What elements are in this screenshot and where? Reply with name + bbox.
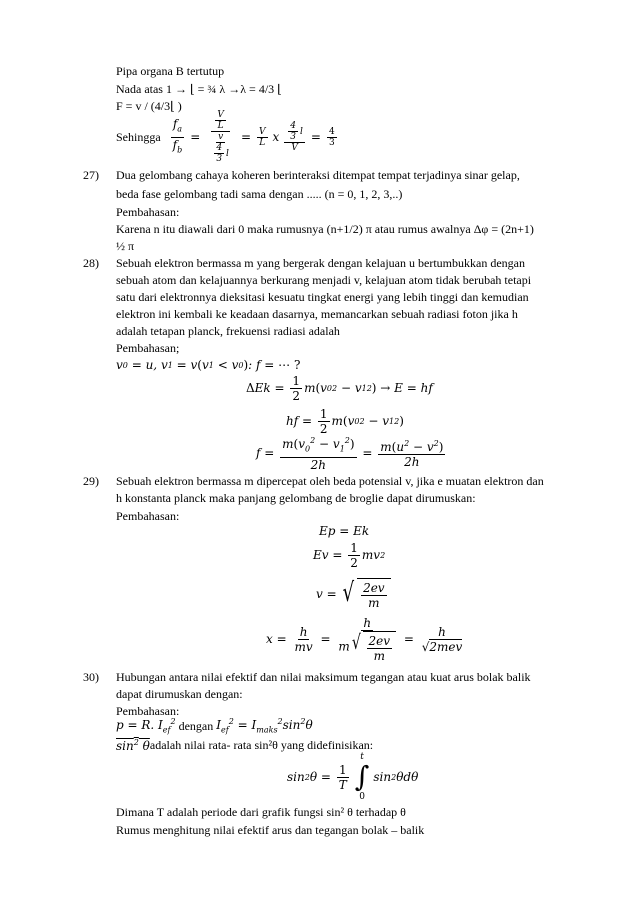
equation-line: x = $\frac{h}{mv}$ = h m √ $\frac{2ev}{m}$ = $\frac{h}{\text{√2mev}}$ — [266, 615, 463, 663]
text-line: ½ π — [116, 239, 135, 253]
text-line: elektron ini kembali ke keadaan dasarnya, memancarkan sebuah radiasi foton jika h — [116, 307, 518, 321]
question-number: 30) — [83, 670, 99, 684]
text-line: dapat dirumuskan dengan: — [116, 687, 243, 701]
text-label: adalah nilai rata- rata sin²θ yang didefinisikan: — [149, 737, 374, 752]
equation-line: f = $\frac{m(v_0^2 - v_1^2)}{2h}$ = $\frac{m(u^2 - v^2)}{2h}$ — [256, 436, 444, 472]
text-line: Pipa organa B tertutup — [116, 64, 225, 78]
equation-line: v = √ $\frac{2ev}{m}$ — [316, 574, 391, 614]
text-line: Nada atas 1 → ⌊ = ¾ λ →λ = 4/3 ⌊ — [116, 82, 282, 96]
text-line: F = v / (4/3⌊ ) — [116, 99, 182, 113]
text-line: Hubungan antara nilai efektif dan nilai maksimum tegangan atau kuat arus bolak balik — [116, 670, 531, 684]
equation-line: Ep = Ek — [319, 524, 370, 538]
text-line: Dua gelombang cahaya koheren berinteraksi ditempat tempat terjadinya sinar gelap, — [116, 168, 520, 182]
text-line: h konstanta planck maka panjang gelombang de broglie dapat dirumuskan: — [116, 491, 476, 505]
equation-line: Ev = $\frac{1}{2}$ mv 2 — [313, 540, 386, 570]
text-line: Rumus menghitung nilai efektif arus dan tegangan bolak – balik — [116, 823, 425, 837]
question-number: 27) — [83, 168, 99, 182]
text-label: Sehingga — [116, 129, 161, 144]
text-line: Dimana T adalah periode dari grafik fungsi sin² θ terhadap θ — [116, 805, 406, 819]
text-line: Pembahasan: — [116, 704, 180, 718]
text-line: beda fase gelombang tadi sama dengan ..... (n = 0, 1, 2, 3,..) — [116, 187, 403, 201]
equation-line: p = R. $I_{ef}^2$ dengan $I_{ef}^2 = I_{maks}^2\sin^2\theta$ — [116, 717, 313, 735]
text-line: sebuah atom dan kelajuannya berkurang menjadi v, kelajuan atom tidak berubah tetapi — [116, 273, 532, 287]
text-line: Sebuah elektron bermassa m yang bergerak dengan kelajuan u bertumbukkan dengan — [116, 256, 525, 270]
equation-line: sin 2 θ = $\frac{1}{T}$ t ∫ 0 sin 2 θdθ — [287, 752, 419, 802]
text-line: Karena n itu diawali dari 0 maka rumusnya (n+1/2) π atau rumus awalnya Δφ = (2n+1) — [116, 222, 534, 236]
text-line: Pembahasan: — [116, 509, 180, 523]
equation-line: hf = $\frac{1}{2}$ m ( v 0 2 − v 1 2 ) — [286, 406, 404, 436]
question-number: 29) — [83, 474, 99, 488]
question-number: 28) — [83, 256, 99, 270]
text-line: adalah tetapan planck, frekuensi radiasi adalah — [116, 324, 340, 338]
text-line: satu dari elektronnya dieksitasi kesuatu tingkat energi yang lebih tinggi dan kemudian — [116, 290, 529, 304]
equation-ratio: Sehingga $\frac{f_a}{f_b}$ = $\frac{V}{L}$ v $\frac{4}{3}$ l = $\frac{V}{L}$ x $\frac{4}{3}$ l V = $\frac{4}{3}$ — [116, 110, 335, 164]
equation-line: Δ Ek = $\frac{1}{2}$ m ( v 0 2 − v 1 2 ) → E = hf — [246, 373, 433, 403]
text-line: Pembahasan; — [116, 341, 180, 355]
text-label: dengan — [178, 718, 214, 733]
equation-line: v 0 = u, v 1 = v ( v 1 < v 0 ) : f = ⋯ ? — [116, 358, 301, 372]
text-line: Pembahasan: — [116, 205, 180, 219]
text-line: Sebuah elektron bermassa m dipercepat oleh beda potensial v, jika e muatan elektron dan — [116, 474, 544, 488]
equation-line: $\sin^2 \theta$ adalah nilai rata- rata sin²θ yang didefinisikan: — [116, 737, 374, 753]
